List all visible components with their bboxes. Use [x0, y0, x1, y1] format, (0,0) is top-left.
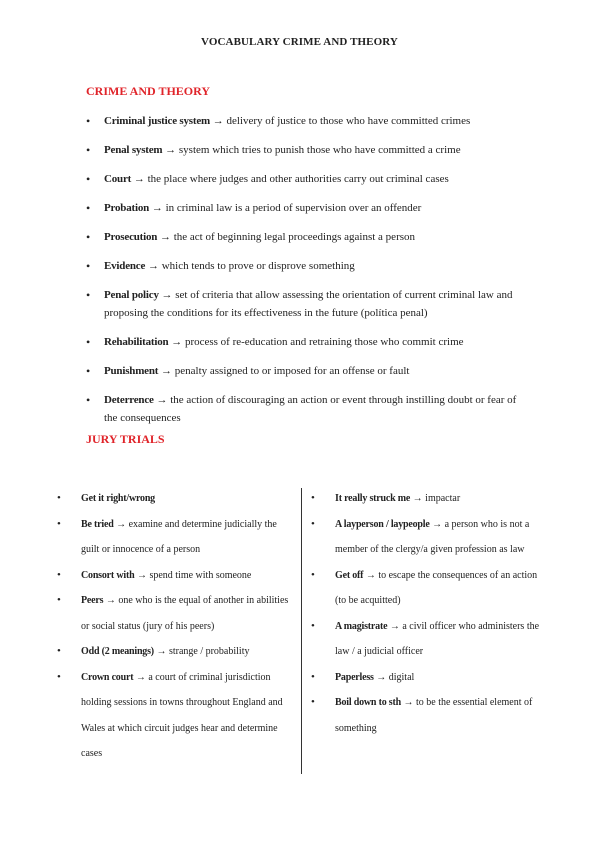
vocab-term: Consort with [81, 569, 135, 581]
vocab-term: Be tried [81, 518, 114, 530]
vocab-term: Penal policy [104, 289, 159, 301]
vocab-definition: → to escape the consequences of an action (to be acquitted) [335, 569, 538, 606]
vocab-definition: → delivery of justice to those who have committed crimes [210, 115, 471, 127]
vocab-term: A magistrate [335, 620, 388, 632]
vocab-definition: → the place where judges and other authorities carry out criminal cases [131, 173, 449, 185]
vocab-term: Penal system [104, 144, 163, 156]
vocab-term: Court [104, 173, 132, 185]
vocab-definition: → process of re-education and retraining those who commit crime [168, 336, 464, 348]
list-item [84, 333, 524, 351]
vocab-term: Rehabilitation [104, 336, 169, 348]
vocab-definition: → set of criteria that allow assessing the orientation of current criminal law and proposing the conditions for its effectiveness in the future (política penal) [104, 289, 513, 319]
vocab-term: Evidence [104, 260, 146, 272]
document-title: VOCABULARY CRIME AND THEORY [201, 36, 398, 48]
vocab-definition: → to be the essential element of something [335, 697, 533, 734]
section-heading-crime-and-theory: CRIME AND THEORY [86, 84, 211, 98]
vocab-definition: → spend time with someone [134, 569, 252, 581]
list-item [306, 665, 546, 691]
vocab-definition: → a court of criminal jurisdiction holding sessions in towns throughout England and Wales at which circuit judges hear and determine cases [81, 671, 283, 759]
list-item [52, 486, 292, 512]
vocab-term: A layperson / laypeople [335, 518, 430, 530]
list-item [52, 639, 292, 665]
list-item [84, 112, 524, 130]
vocab-term: Peers [81, 595, 104, 606]
list-item [306, 690, 546, 741]
list-item [84, 362, 524, 380]
vocab-definition: → a person who is not a member of the clergy/a given profession as law [335, 518, 530, 555]
vocab-definition: → a civil officer who administers the law / a judicial officer [335, 620, 540, 657]
list-item [84, 141, 524, 159]
vocab-definition: → the act of beginning legal proceedings against a person [157, 231, 416, 243]
list-item [306, 563, 546, 614]
list-item [306, 486, 546, 512]
list-item [84, 257, 524, 275]
list-item [84, 391, 524, 427]
vocab-term: Get off [335, 569, 364, 581]
vocab-term: Get it right/wrong [81, 493, 155, 504]
list-item [52, 588, 292, 639]
vocab-term: Prosecution [104, 231, 158, 243]
list-item [52, 665, 292, 767]
list-item [84, 228, 524, 246]
vocab-definition: → in criminal law is a period of supervision over an offender [149, 202, 422, 214]
jury-trials-table [52, 486, 552, 776]
list-item [84, 286, 524, 322]
vocab-definition: → strange / probability [153, 646, 250, 657]
vocab-term: Crown court [81, 671, 134, 683]
section-heading-jury-trials: JURY TRIALS [86, 432, 165, 446]
list-item [306, 512, 546, 563]
vocab-definition: → which tends to prove or disprove something [145, 260, 355, 272]
jury-trials-left-column [52, 486, 292, 767]
vocab-definition: → system which tries to punish those who have committed a crime [162, 144, 461, 156]
vocab-definition: → digital [373, 671, 415, 683]
list-item [52, 512, 292, 563]
jury-trials-right-column [306, 486, 546, 741]
vocab-definition: → the action of discouraging an action or event through instilling doubt or fear of the consequences [104, 394, 517, 424]
vocab-definition: → impactar [410, 493, 461, 504]
vocab-term: Criminal justice system [104, 115, 210, 127]
vocab-term: Paperless [335, 671, 374, 683]
vocab-definition: → penalty assigned to or imposed for an offense or fault [158, 365, 410, 377]
vocab-term: Deterrence [104, 394, 154, 406]
vocab-term: Boil down to sth [335, 697, 401, 708]
vocab-term: Punishment [104, 365, 159, 377]
list-item [52, 563, 292, 589]
list-item [306, 614, 546, 665]
vocab-term: Probation [104, 202, 150, 214]
column-divider [301, 488, 302, 774]
vocab-definition: → one who is the equal of another in abilities or social status (jury of his peers) [81, 595, 289, 632]
list-item [84, 170, 524, 188]
vocab-term: Odd (2 meanings) [81, 646, 154, 657]
vocab-definition: → examine and determine judicially the guilt or innocence of a person [81, 518, 277, 555]
vocab-term: It really struck me [335, 493, 411, 504]
crime-and-theory-list [84, 112, 524, 438]
list-item [84, 199, 524, 217]
